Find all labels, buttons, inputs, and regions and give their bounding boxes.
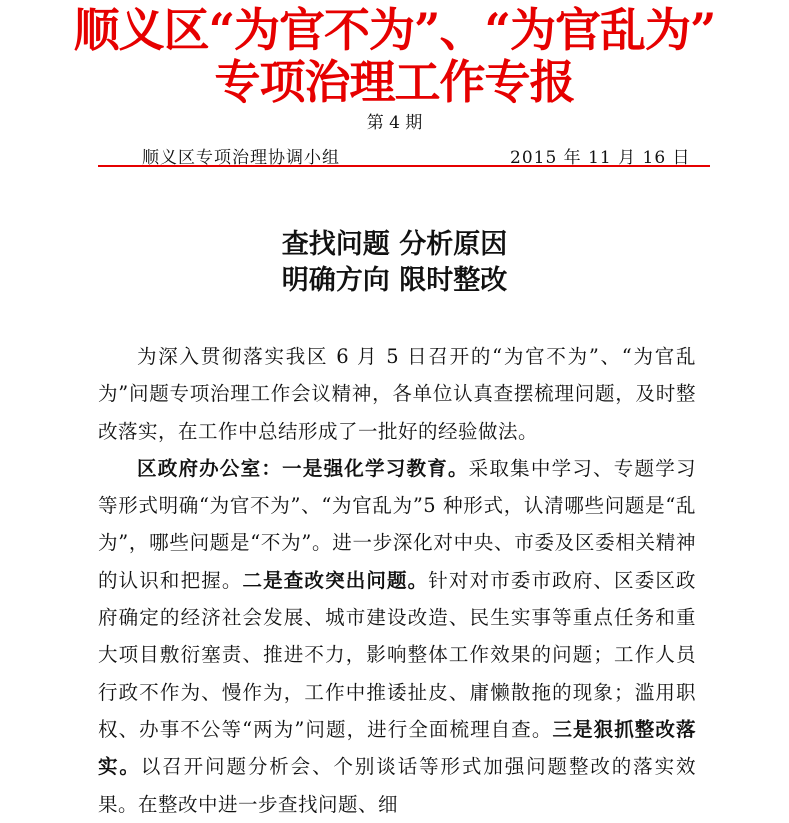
point1-text: 采取集中学习、专题学习等形式明确“为官不为”、“为官乱为”5 种形式，认清哪些问题是“乱为”，哪些问题是“不为”。进一步深化对中央、市委及区委相关精神的认识和把握。 [98, 456, 696, 592]
article-body [98, 338, 696, 823]
masthead-title-line2: 专项治理工作专报 [214, 55, 575, 109]
issue-date: 2015 年 11 月 16 日 [510, 148, 691, 168]
article-title-line1: 查找问题 分析原因 [281, 229, 508, 260]
point3-text: 以召开问题分析会、个别谈话等形式加强问题整改的落实效果。在整改中进一步查找问题、细 [98, 755, 696, 816]
point1-label: 一是强化学习教育。 [282, 456, 469, 480]
section-paragraph [98, 450, 696, 823]
intro-paragraph: 为深入贯彻落实我区 6 月 5 日召开的“为官不为”、“为官乱为”问题专项治理工作会议精神，各单位认真查摆梳理问题，及时整改落实，在工作中总结形成了一批好的经验做法。 [98, 345, 696, 443]
article-title-line2: 明确方向 限时整改 [281, 265, 508, 296]
masthead-divider [98, 165, 710, 167]
section-unit-label: 区政府办公室： [137, 456, 283, 480]
issuing-organization: 顺义区专项治理协调小组 [142, 148, 340, 168]
masthead-title-line1: 顺义区“为官不为”、“为官乱为” [73, 3, 716, 57]
point3-label: 三是狠抓整改落实。 [98, 717, 696, 779]
point2-label: 二是查改突出问题。 [242, 568, 429, 592]
point2-text: 针对对市委市政府、区委区政府确定的经济社会发展、城市建设改造、民生实事等重点任务和重大项目敷衍塞责、推进不力，影响整体工作效果的问题；工作人员行政不作为、慢作为，工作中推诿扯皮、庸懒散拖的现象；滥用职权、办事不公等“两为”问题，进行全面梳理自查。 [98, 568, 696, 741]
issue-number: 第 4 期 [366, 113, 423, 133]
